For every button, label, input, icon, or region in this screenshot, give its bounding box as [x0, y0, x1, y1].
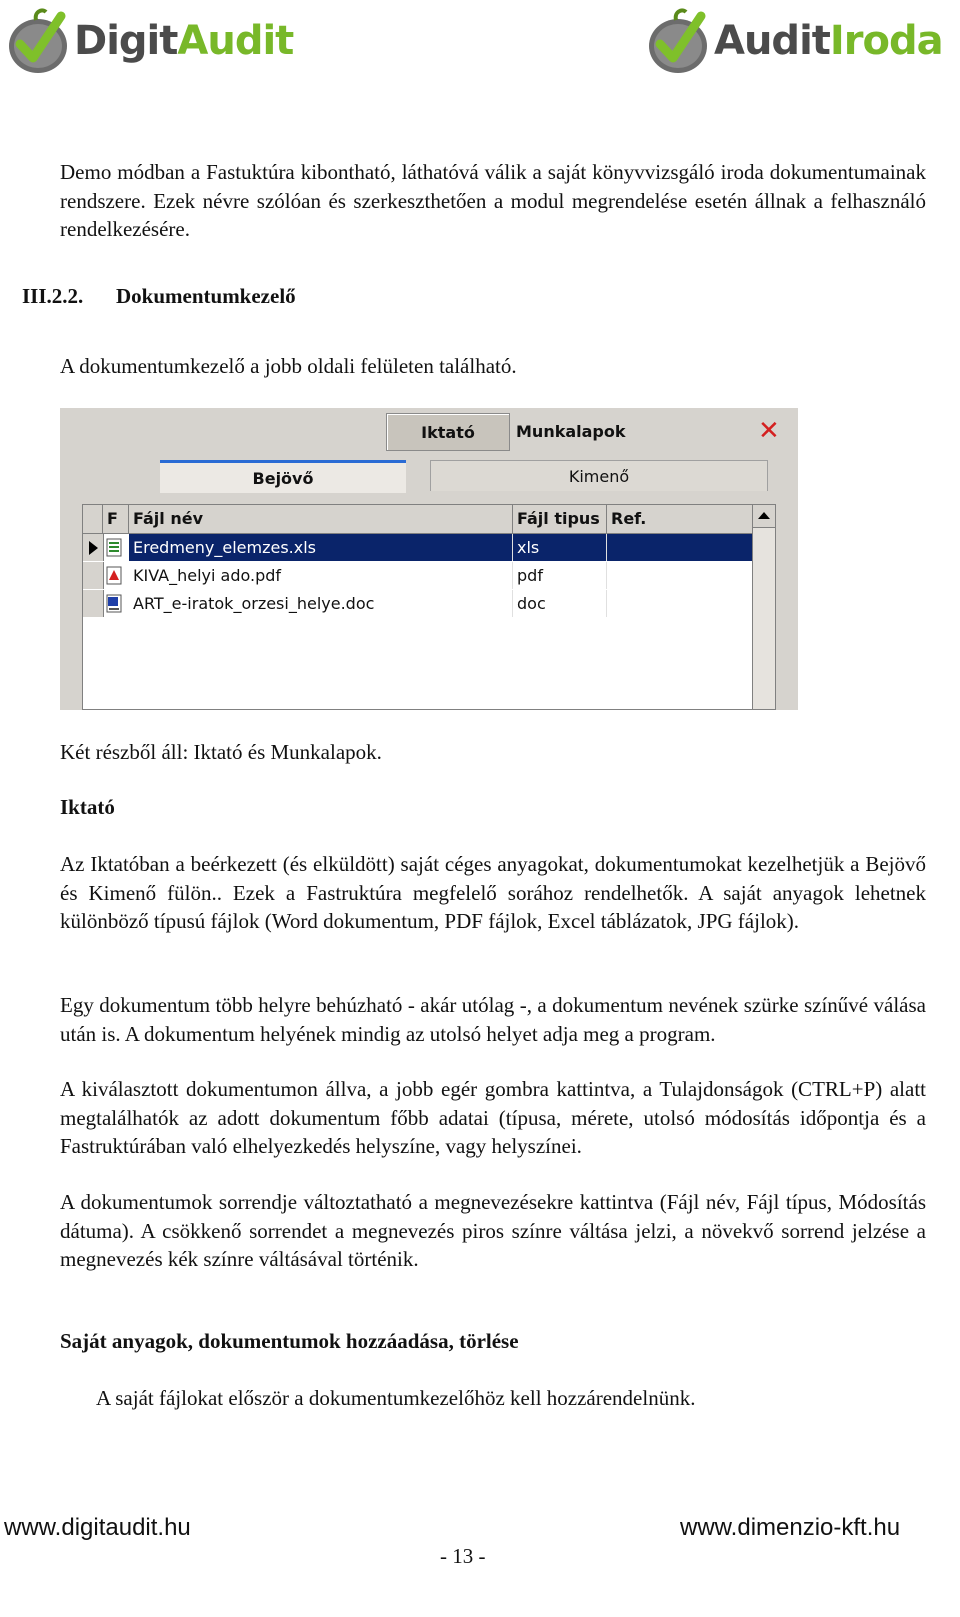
file-name-cell: ART_e-iratok_orzesi_helye.doc: [129, 590, 513, 617]
table-row[interactable]: [83, 590, 753, 617]
column-header-file-type[interactable]: Fájl tipus: [513, 505, 607, 533]
properties-paragraph: A kiválasztott dokumentumon állva, a jobb egér gombra kattintva, a Tulajdonságok (CTRL+P) alatt megtalálhatók az adott dokumentum főbb adatai (típusa, mérete, utolsó módosítás időpontja és a Fastruktúrában való elhelyezkedés helyszíne, vagy helyszínei.: [60, 1077, 926, 1158]
header-spacer: [83, 505, 103, 533]
table-row[interactable]: [83, 534, 753, 561]
add-delete-heading: Saját anyagok, dokumentumok hozzáadása, törlése: [60, 1329, 519, 1353]
table-row[interactable]: [83, 562, 753, 589]
file-name-cell: Eredmeny_elemzes.xls: [129, 534, 513, 561]
current-row-arrow-icon: [89, 541, 98, 555]
doc-manager-location-text: A dokumentumkezelő a jobb oldali felületen található.: [60, 354, 517, 378]
iktato-paragraph: Az Iktatóban a beérkezett (és elküldött) saját céges anyagokat, dokumentumokat kezelhetjük a Bejövő és Kimenő fülön.. Ezek a Fastruktúra megfelelő sorához rendelhetők. A saját anyagok lehetnek különböző típusú fájlok (Word dokumentum, PDF fájlok, Excel táblázatok, JPG fájlok).: [60, 852, 926, 933]
scroll-up-icon[interactable]: [753, 505, 775, 528]
sorting-paragraph: A dokumentumok sorrendje változtatható a megnevezésekre kattintva (Fájl név, Fájl típus, Módosítás dátuma). A csökkenő sorrendet a megnevezés piros színre váltása jelzi, a növekvő sorrend jelzése a megnevezés kék színre váltásával történik.: [60, 1190, 926, 1271]
section-title: Dokumentumkezelő: [116, 284, 296, 308]
logo-text: DigitAudit: [74, 18, 294, 64]
digitaudit-logo: [6, 6, 293, 76]
footer-url-right: www.dimenzio-kft.hu: [680, 1514, 901, 1541]
file-table: [82, 504, 754, 710]
pdf-file-icon: [105, 566, 123, 585]
column-header-ref[interactable]: Ref.: [611, 509, 647, 528]
file-type-cell: xls: [513, 534, 607, 561]
file-name-cell: KIVA_helyi ado.pdf: [129, 562, 513, 589]
footer-url-left: www.digitaudit.hu: [4, 1514, 191, 1541]
apple-check-icon: [6, 6, 70, 76]
apple-check-icon: [646, 6, 710, 76]
close-icon[interactable]: ✕: [758, 416, 780, 446]
document-manager-panel: [60, 408, 798, 710]
subtab-kimeno[interactable]: Kimenő: [430, 460, 768, 491]
tab-munkalapok[interactable]: Munkalapok: [516, 421, 626, 441]
ref-cell: [607, 534, 753, 561]
subtab-bejovo[interactable]: Bejövő: [160, 460, 406, 493]
page-number: - 13 -: [440, 1544, 486, 1568]
row-indicator: [83, 534, 104, 561]
iktato-heading: Iktató: [60, 795, 115, 819]
auditiroda-logo: [646, 6, 943, 76]
word-file-icon: [105, 594, 123, 613]
add-files-text: A saját fájlokat először a dokumentumkezelőhöz kell hozzárendelnünk.: [96, 1386, 696, 1410]
logo-text: AuditIroda: [714, 18, 943, 64]
row-indicator: [83, 590, 104, 617]
section-number: III.2.2.: [22, 284, 84, 308]
row-indicator: [83, 562, 104, 589]
tab-iktato[interactable]: Iktató: [386, 413, 510, 451]
drag-paragraph: Egy dokumentum több helyre behúzható - akár utólag -, a dokumentum nevének szürke színűvé válása után is. A dokumentum helyének mindig az utolsó helyet adja meg a program.: [60, 993, 926, 1046]
intro-paragraph: Demo módban a Fastuktúra kibontható, láthatóvá válik a saját könyvvizsgáló iroda dokumentumainak rendszere. Ezek névre szólóan és szerkeszthetően a modul megrendelése esetén állnak a felhasználó rendelkezésére.: [60, 160, 926, 241]
column-header-file-name[interactable]: Fájl név: [129, 505, 513, 533]
file-type-cell: pdf: [513, 562, 607, 589]
ref-cell: [607, 590, 753, 617]
vertical-scrollbar[interactable]: [752, 504, 776, 710]
ref-cell: [607, 562, 753, 589]
file-type-cell: doc: [513, 590, 607, 617]
excel-file-icon: [105, 538, 123, 557]
two-parts-text: Két részből áll: Iktató és Munkalapok.: [60, 740, 382, 764]
table-header: [83, 505, 753, 534]
column-header-f[interactable]: F: [103, 505, 129, 533]
